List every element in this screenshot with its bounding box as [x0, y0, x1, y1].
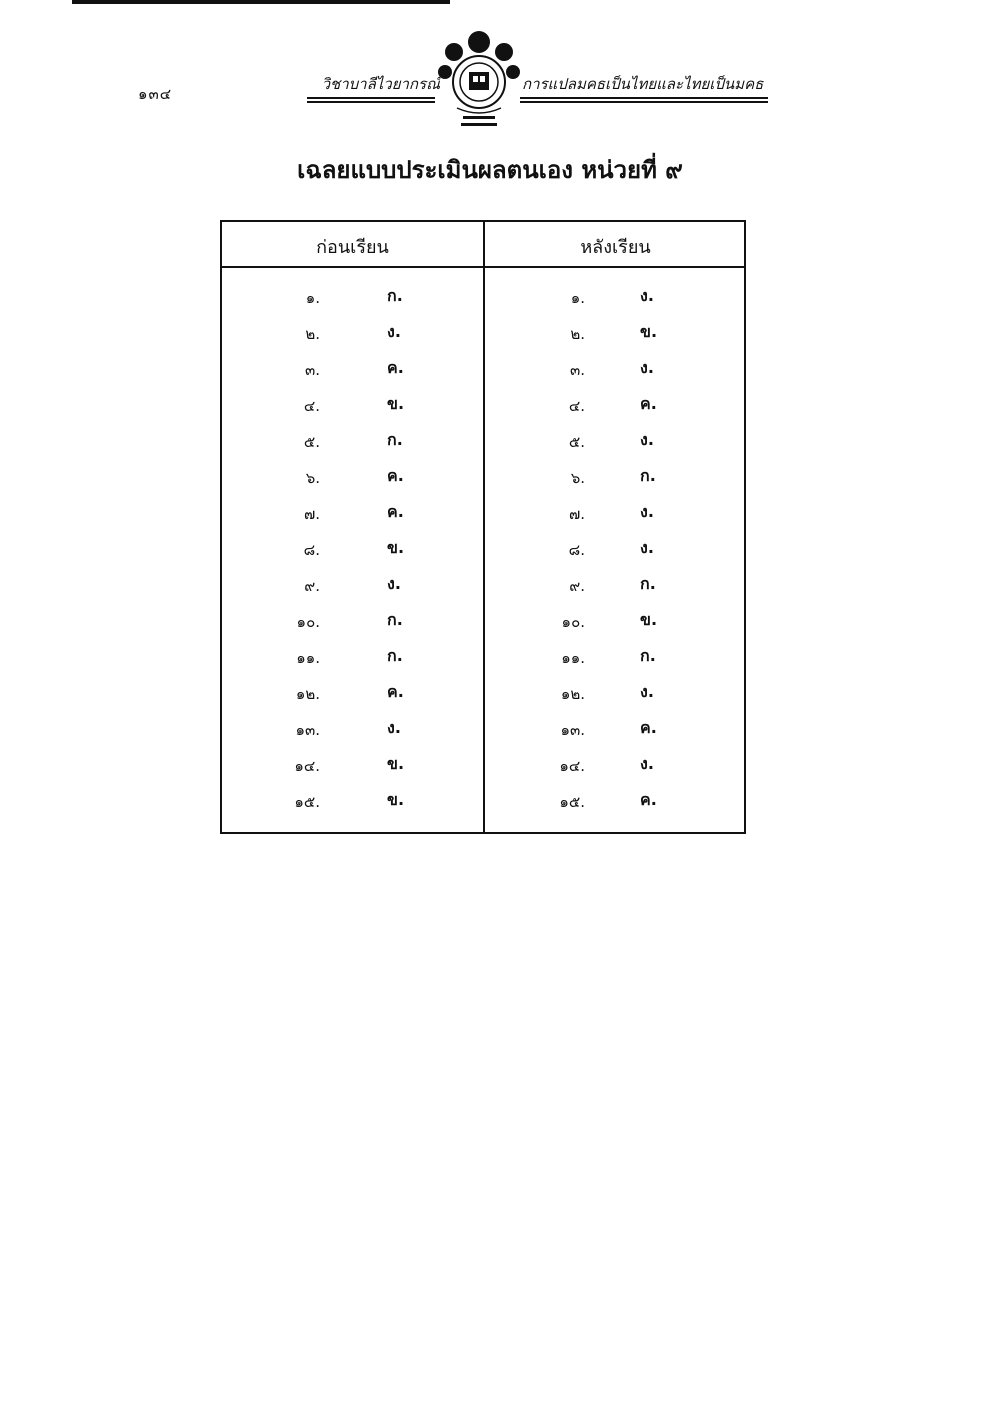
answer: ข. — [387, 790, 405, 809]
page-number: ๑๓๔ — [138, 85, 173, 103]
question-number: ๒. — [305, 325, 320, 343]
answer: ข. — [640, 610, 658, 629]
table-row — [485, 424, 746, 460]
answer: ค. — [640, 394, 657, 413]
page-title: เฉลยแบบประเมินผลตนเอง หน่วยที่ ๙ — [297, 156, 683, 184]
answer: ค. — [387, 358, 404, 377]
answer: ง. — [387, 574, 401, 593]
table-row — [485, 748, 746, 784]
question-number: ๑๐. — [296, 613, 320, 631]
question-number: ๗. — [303, 505, 320, 523]
question-number: ๑๕. — [294, 793, 320, 811]
question-number: ๑๓. — [295, 721, 320, 739]
table-row — [485, 460, 746, 496]
course-title: วิชาบาลีไวยากรณ์ — [321, 75, 440, 93]
table-row — [485, 388, 746, 424]
question-number: ๙. — [304, 577, 320, 595]
question-number: ๕. — [568, 433, 585, 451]
question-number: ๕. — [303, 433, 320, 451]
question-number: ๑๒. — [295, 685, 320, 703]
table-row — [485, 604, 746, 640]
table-row — [222, 352, 483, 388]
table-row — [485, 316, 746, 352]
answer: ง. — [640, 754, 654, 773]
answer: ง. — [640, 682, 654, 701]
question-number: ๔. — [303, 397, 320, 415]
question-number: ๘. — [568, 541, 585, 559]
answer: ข. — [387, 754, 405, 773]
table-row — [222, 316, 483, 352]
header-underline — [520, 97, 768, 99]
answer: ก. — [640, 574, 656, 593]
answer: ง. — [387, 718, 401, 737]
question-number: ๑. — [570, 289, 585, 307]
header-underline — [520, 101, 768, 103]
answer: ก. — [387, 430, 403, 449]
table-row — [222, 784, 483, 820]
before-study-column — [222, 280, 483, 820]
question-number: ๖. — [570, 469, 585, 487]
answer: ก. — [640, 466, 656, 485]
table-row — [222, 280, 483, 316]
answer: ก. — [387, 646, 403, 665]
question-number: ๑๔. — [294, 757, 320, 775]
table-row — [485, 532, 746, 568]
table-row — [485, 784, 746, 820]
question-number: ๑๕. — [559, 793, 585, 811]
question-number: ๑๔. — [559, 757, 585, 775]
table-row — [485, 712, 746, 748]
answer: ค. — [640, 718, 657, 737]
answer: ง. — [387, 322, 401, 341]
table-row — [222, 532, 483, 568]
question-number: ๔. — [568, 397, 585, 415]
answer: ค. — [640, 790, 657, 809]
question-number: ๓. — [569, 361, 585, 379]
answer: ข. — [387, 538, 405, 557]
answer-key-table — [220, 220, 746, 834]
table-row — [222, 424, 483, 460]
answer: ง. — [640, 286, 654, 305]
answer: ก. — [387, 286, 403, 305]
table-row — [485, 496, 746, 532]
question-number: ๑๑. — [296, 649, 320, 667]
answer: ก. — [387, 610, 403, 629]
answer: ข. — [387, 394, 405, 413]
answer: ง. — [640, 358, 654, 377]
question-number: ๑๓. — [560, 721, 585, 739]
answer: ง. — [640, 430, 654, 449]
answer: ง. — [640, 502, 654, 521]
question-number: ๑๒. — [560, 685, 585, 703]
table-row — [222, 568, 483, 604]
table-row — [222, 676, 483, 712]
table-row — [222, 712, 483, 748]
table-row — [485, 568, 746, 604]
table-row — [222, 748, 483, 784]
answer: ข. — [640, 322, 658, 341]
question-number: ๓. — [304, 361, 320, 379]
table-row — [222, 388, 483, 424]
answer: ก. — [640, 646, 656, 665]
table-row — [485, 640, 746, 676]
table-row — [222, 640, 483, 676]
question-number: ๑. — [305, 289, 320, 307]
answer: ค. — [387, 502, 404, 521]
question-number: ๑๐. — [561, 613, 585, 631]
question-number: ๒. — [570, 325, 585, 343]
table-row — [485, 352, 746, 388]
after-study-column — [485, 280, 746, 820]
before-study-header: ก่อนเรียน — [316, 237, 389, 258]
answer: ค. — [387, 682, 404, 701]
table-row — [485, 676, 746, 712]
table-row — [222, 460, 483, 496]
question-number: ๖. — [305, 469, 320, 487]
top-border-rule — [72, 0, 450, 4]
question-number: ๘. — [303, 541, 320, 559]
after-study-header: หลังเรียน — [580, 237, 651, 258]
answer: ค. — [387, 466, 404, 485]
header-underline — [307, 97, 435, 99]
question-number: ๑๑. — [561, 649, 585, 667]
answer: ง. — [640, 538, 654, 557]
question-number: ๗. — [568, 505, 585, 523]
table-row — [222, 496, 483, 532]
university-seal-icon — [437, 30, 521, 134]
table-row — [485, 280, 746, 316]
table-row — [222, 604, 483, 640]
question-number: ๙. — [569, 577, 585, 595]
header-underline — [307, 101, 435, 103]
course-subtitle: การแปลมคธเป็นไทยและไทยเป็นมคธ — [522, 75, 764, 93]
